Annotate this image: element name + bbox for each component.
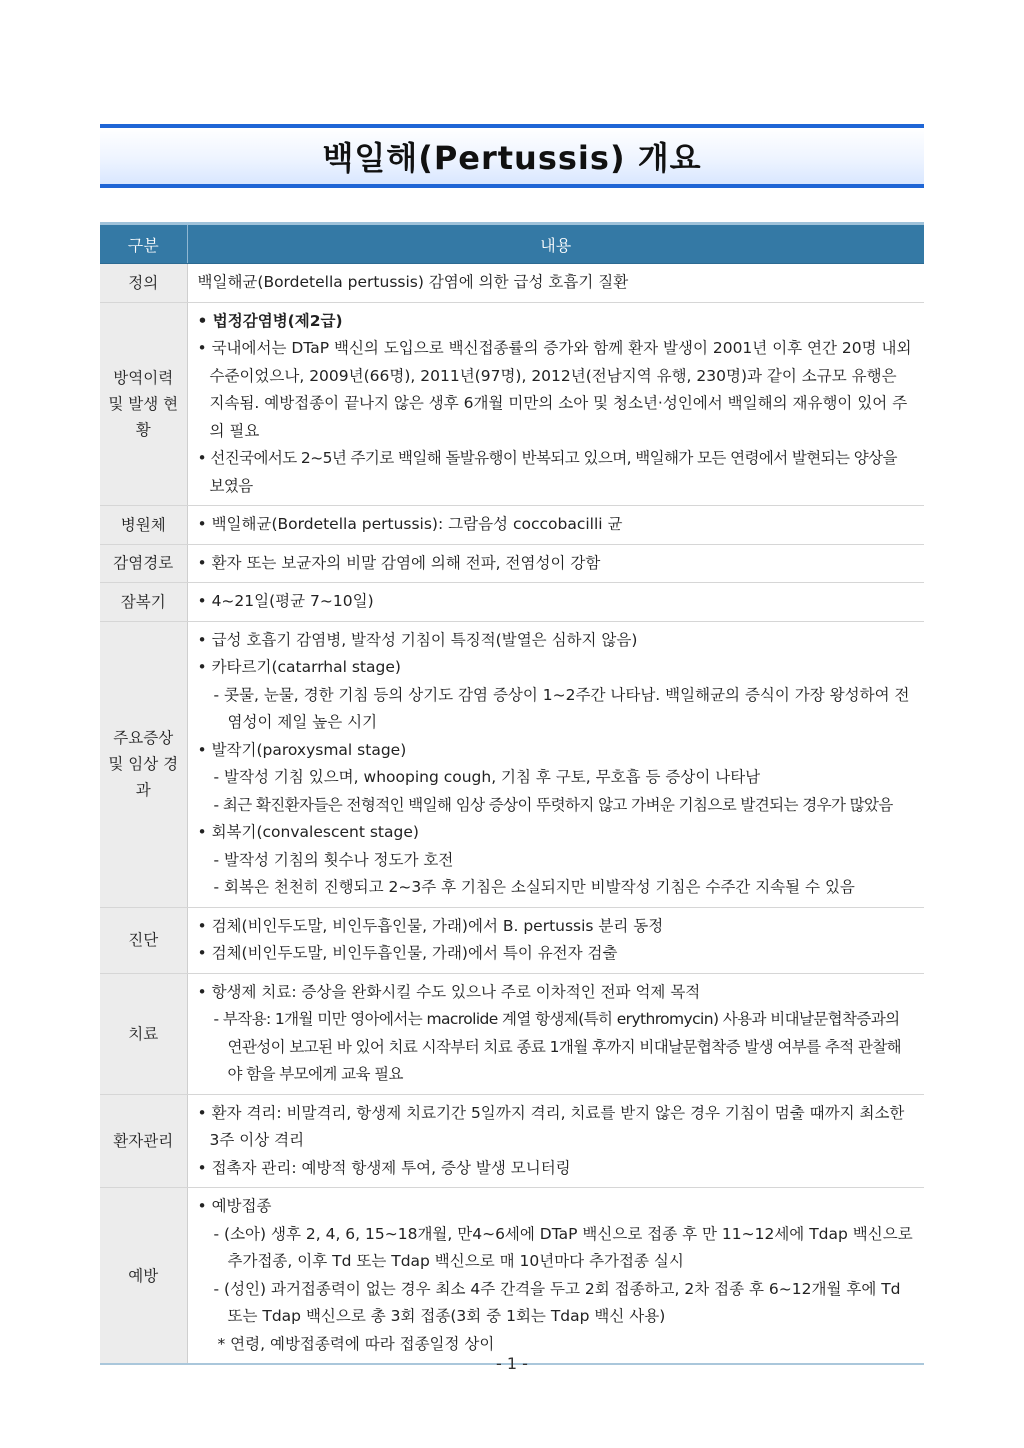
content-line: • 급성 호흡기 감염병, 발작성 기침이 특징적(발열은 심하지 않음) (197, 630, 638, 649)
row-content (187, 1094, 924, 1188)
content-line: • 카타르기(catarrhal stage) (197, 658, 401, 676)
row-label: 진단 (100, 907, 187, 973)
content-line: • 환자 또는 보균자의 비말 감염에 의해 전파, 전염성이 강함 (197, 553, 601, 572)
content-line: • 검체(비인두도말, 비인두흡인물, 가래)에서 특이 유전자 검출 (197, 944, 618, 962)
content-line: • 국내에서는 DTaP 백신의 도입으로 백신접종률의 증가와 함께 환자 발생이 2001년 이후 연간 20명 내외 수준이었으나, 2009년(66명), 2011년(97명), 2012년(전남지역 유행, 230명)과 같이 소규모 유행은 지속됨. 예방접종이 끝나지 않은 생후 6개월 미만의 소아 및 청소년·성인에서 백일해의 재유행이 있어 주의 필요 (197, 339, 912, 440)
content-line: - 부작용: 1개월 미만 영아에서는 macrolide 계열 항생제(특히 erythromycin) 사용과 비대날문협착증과의 연관성이 보고된 바 있어 치료 시작부터 치료 종료 1개월 후까지 비대날문협착증 발생 여부를 추적 관찰해야 함을 부모에게 교육 필요 (213, 1010, 902, 1083)
content-line: 백일해균(Bordetella pertussis) 감염에 의한 급성 호흡기 질환 (197, 273, 629, 291)
content-line: - 콧물, 눈물, 경한 기침 등의 상기도 감염 증상이 1~2주간 나타남. 백일해균의 증식이 가장 왕성하여 전염성이 제일 높은 시기 (213, 685, 910, 731)
table-row (100, 1094, 924, 1188)
content-line: • 선진국에서도 2~5년 주기로 백일해 돌발유행이 반복되고 있으며, 백일해가 모든 연령에서 발현되는 양상을 보였음 (197, 449, 897, 495)
content-line: - 발작성 기침의 횟수나 정도가 호전 (213, 850, 454, 869)
overview-table (100, 222, 924, 1365)
page-number: - 1 - (496, 1354, 528, 1373)
content-line: - (소아) 생후 2, 4, 6, 15∼18개월, 만4∼6세에 DTaP 백신으로 접종 후 만 11∼12세에 Tdap 백신으로 추가접종, 이후 Td 또는 Tdap 백신으로 매 10년마다 추가접종 실시 (213, 1224, 913, 1270)
row-label: 예방 (100, 1188, 187, 1365)
content-line: • 예방접종 (197, 1197, 272, 1215)
row-content (187, 1188, 924, 1365)
header-category: 구분 (100, 224, 187, 264)
row-label: 환자관리 (100, 1094, 187, 1188)
row-content (187, 621, 924, 907)
content-line: • 4~21일(평균 7~10일) (197, 592, 374, 610)
row-content (187, 302, 924, 506)
content-line: • 발작기(paroxysmal stage) (197, 740, 407, 759)
row-label: 주요증상 및 임상 경과 (100, 621, 187, 907)
content-line: • 백일해균(Bordetella pertussis): 그람음성 coccobacilli 균 (197, 515, 623, 533)
row-label: 정의 (100, 264, 187, 303)
row-label: 치료 (100, 973, 187, 1094)
page-title: 백일해(Pertussis) 개요 (322, 139, 702, 177)
row-content (187, 506, 924, 545)
row-content (187, 973, 924, 1094)
title-banner (100, 124, 924, 188)
table-row (100, 621, 924, 907)
table-row (100, 544, 924, 583)
row-content (187, 544, 924, 583)
content-line: • 법정감염병(제2급) (197, 311, 343, 330)
content-line: • 환자 격리: 비말격리, 항생제 치료기간 5일까지 격리, 치료를 받지 않은 경우 기침이 멈출 때까지 최소한 3주 이상 격리 (197, 1103, 905, 1149)
row-label: 감염경로 (100, 544, 187, 583)
content-line: - 최근 확진환자들은 전형적인 백일해 임상 증상이 뚜렷하지 않고 가벼운 기침으로 발견되는 경우가 많았음 (213, 795, 893, 814)
table-row (100, 907, 924, 973)
header-content: 내용 (187, 224, 924, 264)
header-row (100, 224, 924, 264)
content-line: - (성인) 과거접종력이 없는 경우 최소 4주 간격을 두고 2회 접종하고, 2차 접종 후 6~12개월 후에 Td 또는 Tdap 백신으로 총 3회 접종(3회 중 1회는 Tdap 백신 사용) (213, 1279, 901, 1325)
table-row (100, 1188, 924, 1365)
row-content (187, 907, 924, 973)
content-line: • 검체(비인두도말, 비인두흡인물, 가래)에서 B. pertussis 분리 동정 (197, 916, 664, 935)
content-line: - 발작성 기침 있으며, whooping cough, 기침 후 구토, 무호흡 등 증상이 나타남 (213, 768, 761, 786)
row-label: 잠복기 (100, 583, 187, 622)
row-label: 병원체 (100, 506, 187, 545)
table-row (100, 302, 924, 506)
content-line: - 회복은 천천히 진행되고 2~3주 후 기침은 소실되지만 비발작성 기침은 수주간 지속될 수 있음 (213, 878, 855, 896)
table-row (100, 264, 924, 303)
table-row (100, 583, 924, 622)
content-line: • 항생제 치료: 증상을 완화시킬 수도 있으나 주로 이차적인 전파 억제 목적 (197, 982, 701, 1001)
table-row (100, 506, 924, 545)
row-label: 방역이력 및 발생 현황 (100, 302, 187, 506)
row-content (187, 264, 924, 303)
content-line: • 접촉자 관리: 예방적 항생제 투여, 증상 발생 모니터링 (197, 1158, 571, 1177)
table-row (100, 973, 924, 1094)
content-line: * 연령, 예방접종력에 따라 접종일정 상이 (217, 1334, 495, 1353)
row-content (187, 583, 924, 622)
content-line: • 회복기(convalescent stage) (197, 823, 419, 841)
